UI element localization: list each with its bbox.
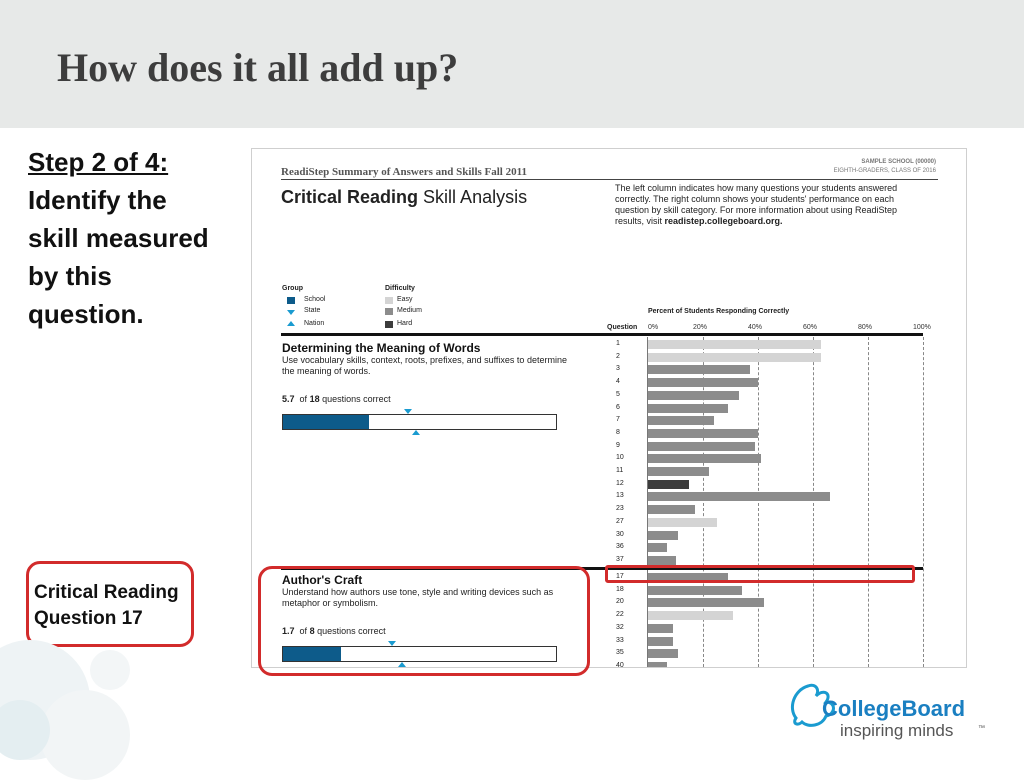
legend-difficulty-label: Difficulty (385, 285, 415, 292)
step-instructions (28, 143, 209, 333)
school-swatch (287, 297, 295, 304)
chart-title: Percent of Students Responding Correctly (648, 308, 790, 315)
question-number: 33 (616, 636, 624, 644)
easy-swatch (385, 297, 393, 304)
intro-text: The left column indicates how many questions your students answered correctly. The right column shows your students' performance on each question by skill category. For more information about using ReadiStep results, visit (615, 183, 898, 226)
step-line: question. (28, 299, 144, 329)
question-bar (648, 416, 714, 425)
score-value: 1.7 (282, 626, 295, 636)
question-bar (648, 518, 717, 527)
table-top-rule (281, 333, 923, 336)
x-tick-label: 60% (803, 324, 818, 331)
report-header: ReadiStep Summary of Answers and Skills Fall 2011 (281, 166, 528, 178)
school-score-fill (283, 415, 369, 429)
x-tick-label: 80% (858, 324, 873, 331)
report-intro (615, 183, 905, 227)
legend-easy: Easy (397, 296, 413, 303)
question-number: 13 (616, 492, 624, 500)
question-number: 32 (616, 623, 624, 631)
score-suffix: questions correct (317, 626, 386, 636)
report-title-bold: Critical Reading (281, 187, 419, 207)
question-bar (648, 611, 733, 620)
logo-trademark: ™ (978, 725, 985, 732)
nation-marker-icon (412, 430, 420, 435)
score-suffix: questions correct (322, 394, 391, 404)
medium-swatch (385, 308, 393, 315)
question-bar (648, 467, 709, 476)
section-title: Determining the Meaning of Words (282, 341, 481, 355)
decorative-bubble (40, 690, 130, 780)
score-of: of (299, 394, 308, 404)
question-bar (648, 404, 728, 413)
school-name: SAMPLE SCHOOL (00000) (861, 159, 936, 165)
score-bar (282, 414, 557, 430)
question-number: 2 (616, 352, 620, 360)
authors-craft-highlight (258, 566, 590, 676)
step-line: by this (28, 261, 112, 291)
x-tick-label: 20% (693, 324, 708, 331)
question-number: 40 (616, 661, 624, 668)
question-number: 18 (616, 585, 624, 593)
nation-marker-icon (287, 321, 295, 326)
collegeboard-logo (786, 678, 996, 748)
question-bar (648, 365, 750, 374)
question-17-highlight (605, 565, 915, 583)
logo-tagline: inspiring minds (840, 721, 954, 740)
gridline (813, 337, 814, 667)
grade-cohort: EIGHTH-GRADERS, CLASS OF 2016 (833, 168, 936, 174)
callout-line: Critical Reading (34, 582, 179, 603)
decorative-bubble (90, 650, 130, 690)
question-number: 8 (616, 428, 620, 436)
question-bar (648, 586, 742, 595)
question-number: 5 (616, 390, 620, 398)
question-number: 36 (616, 543, 624, 551)
question-bar (648, 454, 761, 463)
question-bar (648, 649, 678, 658)
question-bar (648, 531, 678, 540)
legend-school: School (304, 296, 326, 303)
question-bar (648, 598, 764, 607)
question-number: 6 (616, 403, 620, 411)
gridline (923, 337, 924, 667)
question-number: 17 (616, 573, 624, 580)
header-rule (281, 179, 938, 180)
question-number: 20 (616, 598, 624, 606)
question-number: 4 (616, 378, 620, 386)
question-bar (648, 505, 695, 514)
gridline (868, 337, 869, 667)
x-tick-label: 0% (648, 324, 659, 331)
question-bar (648, 480, 689, 489)
question-number: 37 (616, 555, 624, 563)
question-number: 1 (616, 340, 620, 347)
question-column-label: Question (607, 324, 638, 331)
question-bar (648, 340, 821, 349)
report-title (281, 187, 527, 208)
question-number: 30 (616, 530, 624, 538)
question-bar (648, 624, 673, 633)
score-total: 18 (309, 394, 320, 404)
question-number: 11 (616, 467, 624, 474)
score-total: 8 (309, 626, 315, 636)
question-bar (648, 378, 758, 387)
legend-nation: Nation (304, 320, 325, 327)
question-number: 10 (616, 454, 624, 462)
section-score (282, 394, 391, 404)
question-bar (648, 556, 676, 565)
legend-state: State (304, 307, 321, 314)
question-number: 23 (616, 505, 624, 513)
question-bar (648, 637, 673, 646)
step-line: skill measured (28, 223, 209, 253)
score-value: 5.7 (282, 394, 295, 404)
section-description: Use vocabulary skills, context, roots, prefixes, and suffixes to determine the meaning of words. (282, 355, 567, 376)
state-marker-icon (287, 310, 295, 315)
question-number: 35 (616, 649, 624, 657)
question-number: 9 (616, 441, 620, 449)
callout-line: Question 17 (34, 608, 143, 629)
callout-text (34, 580, 179, 632)
score-of: of (299, 626, 308, 636)
legend-medium: Medium (397, 307, 422, 314)
question-bar (648, 662, 667, 668)
question-bar (648, 353, 821, 362)
step-heading: Step 2 of 4: (28, 147, 169, 177)
question-number: 7 (616, 416, 620, 424)
section-description: Understand how authors use tone, style and writing devices such as metaphor or symbolism. (282, 587, 554, 608)
question-bar (648, 391, 739, 400)
step-line: Identify the (28, 185, 167, 215)
legend-hard: Hard (397, 320, 413, 327)
question-bar (648, 543, 667, 552)
x-tick-label: 100% (913, 324, 931, 331)
question-number: 3 (616, 365, 620, 373)
legend-group-label: Group (282, 285, 303, 292)
hard-swatch (385, 321, 393, 328)
report-title-light: Skill Analysis (423, 187, 528, 207)
intro-url: readistep.collegeboard.org. (664, 216, 783, 226)
question-number: 12 (616, 479, 624, 487)
section-title: Author's Craft (282, 573, 363, 587)
question-number: 27 (616, 517, 624, 525)
logo-name: CollegeBoard (822, 696, 966, 721)
x-tick-label: 40% (748, 324, 763, 331)
question-number: 22 (616, 611, 624, 619)
question-bar (648, 492, 830, 501)
gridline (758, 337, 759, 667)
question-bar (648, 429, 758, 438)
question-bar (648, 442, 755, 451)
slide-title: How does it all add up? (57, 45, 459, 90)
